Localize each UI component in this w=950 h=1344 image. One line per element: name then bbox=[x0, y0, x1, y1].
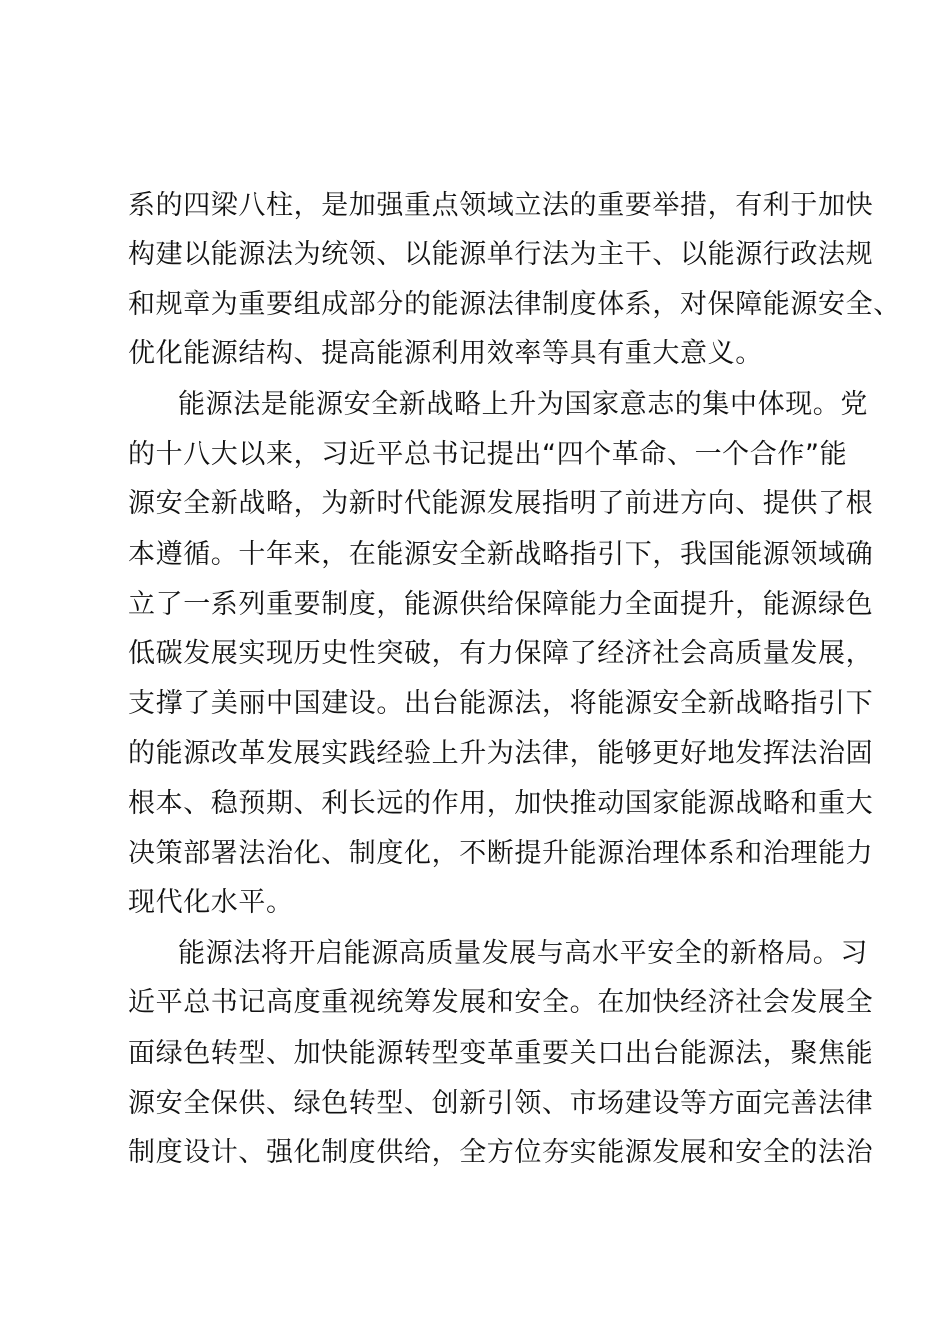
text-line: 源安全新战略，为新时代能源发展指明了前进方向、提供了根 bbox=[128, 488, 874, 519]
text-line: 立了一系列重要制度，能源供给保障能力全面提升，能源绿色 bbox=[128, 589, 874, 620]
text-line: 和规章为重要组成部分的能源法律制度体系，对保障能源安全、 bbox=[128, 289, 901, 320]
text-line: 面绿色转型、加快能源转型变革重要关口出台能源法，聚焦能 bbox=[128, 1038, 874, 1069]
text-line: 制度设计、强化制度供给，全方位夯实能源发展和安全的法治 bbox=[128, 1137, 874, 1168]
text-line: 系的四梁八柱，是加强重点领域立法的重要举措，有利于加快 bbox=[128, 190, 874, 221]
paragraph-first-line: 能源法将开启能源高质量发展与高水平安全的新格局。习 bbox=[178, 938, 868, 969]
text-line: 现代化水平。 bbox=[128, 887, 294, 918]
text-line: 决策部署法治化、制度化，不断提升能源治理体系和治理能力 bbox=[128, 838, 874, 869]
text-line: 优化能源结构、提高能源利用效率等具有重大意义。 bbox=[128, 338, 763, 369]
text-line: 源安全保供、绿色转型、创新引领、市场建设等方面完善法律 bbox=[128, 1088, 874, 1119]
text-line: 的能源改革发展实践经验上升为法律，能够更好地发挥法治固 bbox=[128, 738, 874, 769]
text-line: 根本、稳预期、利长远的作用，加快推动国家能源战略和重大 bbox=[128, 788, 874, 819]
paragraph-first-line: 能源法是能源安全新战略上升为国家意志的集中体现。党 bbox=[178, 389, 868, 420]
text-line: 构建以能源法为统领、以能源单行法为主干、以能源行政法规 bbox=[128, 239, 874, 270]
text-line: 近平总书记高度重视统筹发展和安全。在加快经济社会发展全 bbox=[128, 987, 874, 1018]
text-line: 本遵循。十年来，在能源安全新战略指引下，我国能源领域确 bbox=[128, 539, 874, 570]
text-line: 低碳发展实现历史性突破，有力保障了经济社会高质量发展， bbox=[128, 638, 874, 669]
text-line: 支撑了美丽中国建设。出台能源法，将能源安全新战略指引下 bbox=[128, 688, 874, 719]
text-line: 的十八大以来，习近平总书记提出“四个革命、一个合作”能 bbox=[128, 439, 848, 470]
